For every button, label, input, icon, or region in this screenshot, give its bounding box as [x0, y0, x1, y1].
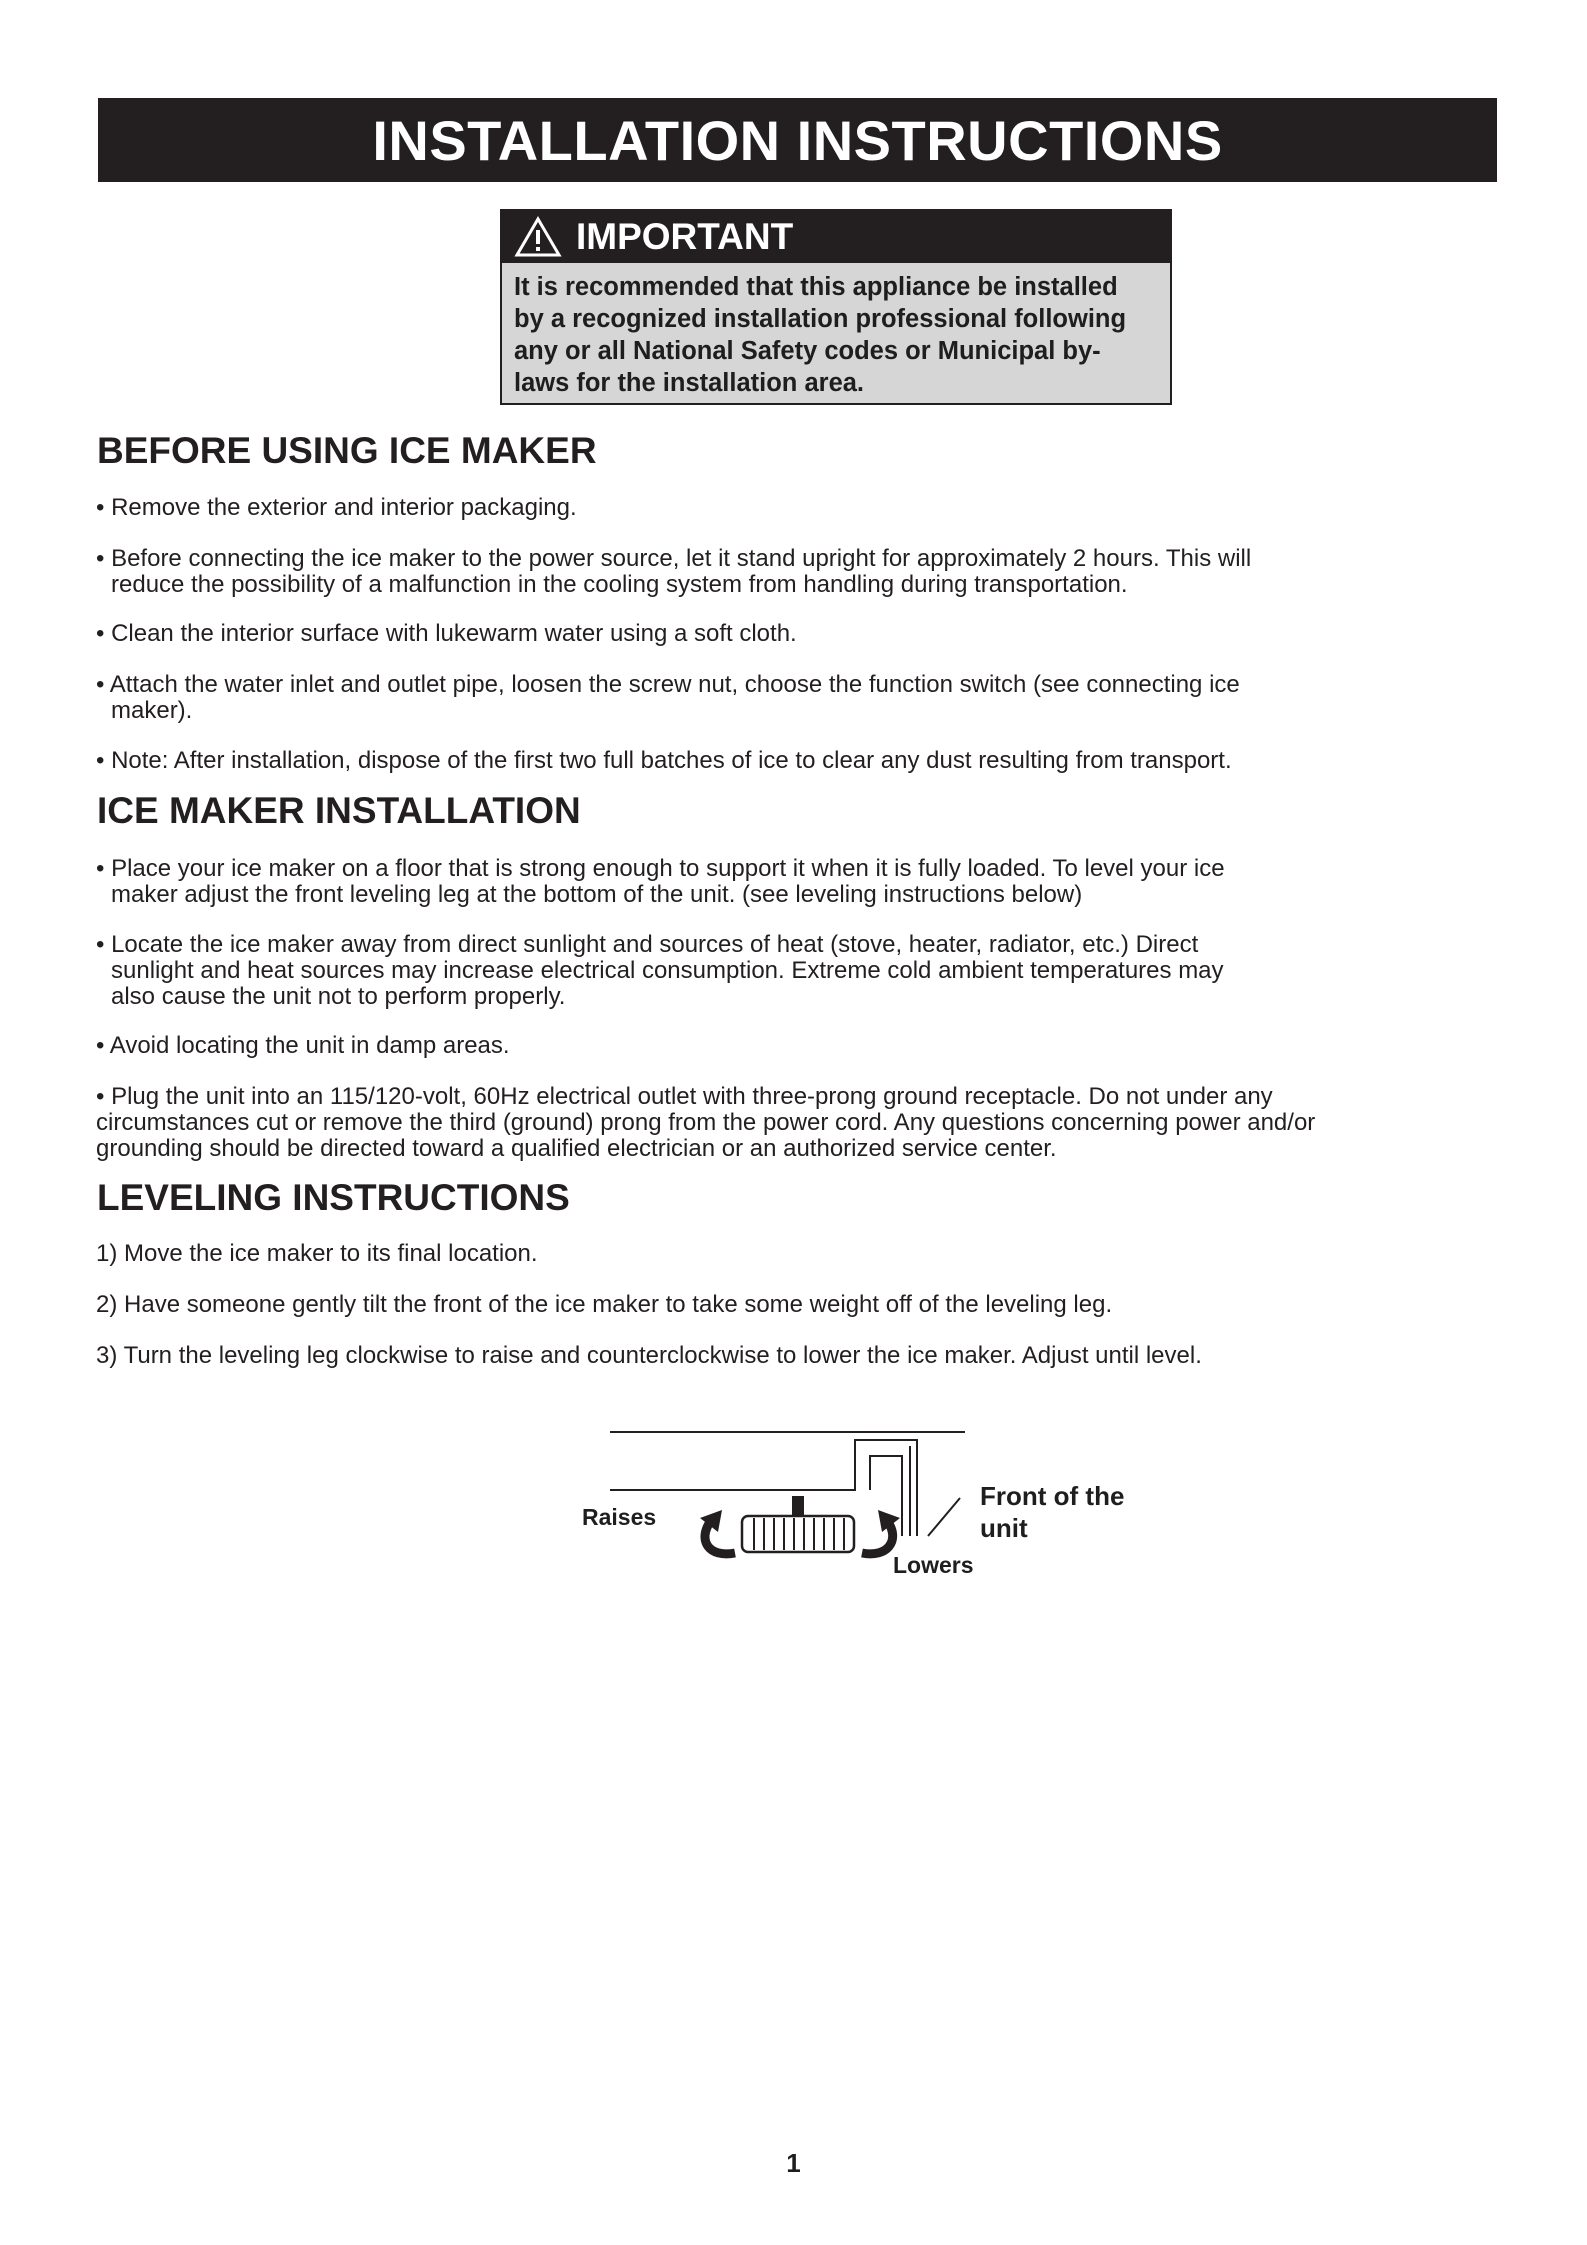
list-item: [96, 495, 1496, 521]
important-line: by a recognized installation professional following: [514, 305, 1127, 333]
lowers-label: Lowers: [893, 1552, 974, 1578]
list-item-text: • Remove the exterior and interior packaging.: [96, 494, 577, 521]
list-item: [96, 856, 1496, 908]
section-title-installation: ICE MAKER INSTALLATION: [97, 790, 581, 831]
raises-label: Raises: [582, 1504, 657, 1530]
list-item-text: • Plug the unit into an 115/120-volt, 60Hz electrical outlet with three-prong ground receptacle. Do not under any: [96, 1083, 1273, 1110]
list-item-text: reduce the possibility of a malfunction in the cooling system from handling during transportation.: [111, 571, 1128, 598]
list-item: [96, 932, 1496, 1010]
list-item: [96, 672, 1496, 724]
important-header: [502, 211, 1170, 263]
list-item-text: • Locate the ice maker away from direct sunlight and sources of heat (stove, heater, radiator, etc.) Direct: [96, 931, 1199, 958]
step-item: 3) Turn the leveling leg clockwise to raise and counterclockwise to lower the ice maker. Adjust until level.: [96, 1342, 1202, 1369]
list-item: [96, 546, 1496, 598]
list-item-text: also cause the unit not to perform properly.: [111, 983, 566, 1010]
list-item-text: maker adjust the front leveling leg at the bottom of the unit. (see leveling instructions below): [111, 881, 1083, 908]
page-number: 1: [786, 2148, 801, 2178]
page-title: INSTALLATION INSTRUCTIONS: [98, 98, 1497, 182]
list-item-text: circumstances cut or remove the third (ground) prong from the power cord. Any questions concerning power and/or: [96, 1109, 1316, 1136]
list-item: [96, 621, 1496, 647]
list-item-text: • Attach the water inlet and outlet pipe, loosen the screw nut, choose the function switch (see connecting ice: [96, 671, 1240, 698]
list-item-text: • Before connecting the ice maker to the power source, let it stand upright for approximately 2 hours. This will: [96, 545, 1252, 572]
important-heading: IMPORTANT: [576, 216, 794, 257]
warning-icon: [514, 216, 562, 258]
list-item-text: • Note: After installation, dispose of the first two full batches of ice to clear any dust resulting from transport.: [96, 747, 1232, 774]
front-label-line: unit: [980, 1513, 1028, 1543]
list-item-text: • Clean the interior surface with lukewarm water using a soft cloth.: [96, 620, 797, 647]
important-text: [502, 263, 1170, 399]
list-item-text: • Place your ice maker on a floor that is strong enough to support it when it is fully loaded. To level your ice: [96, 855, 1225, 882]
section-title-leveling: LEVELING INSTRUCTIONS: [97, 1177, 570, 1218]
list-item: [96, 1084, 1496, 1162]
list-item-text: • Avoid locating the unit in damp areas.: [96, 1032, 510, 1059]
front-of-unit-label: [980, 1480, 1124, 1544]
list-item-text: sunlight and heat sources may increase electrical consumption. Extreme cold ambient temperatures may: [111, 957, 1224, 984]
important-line: any or all National Safety codes or Municipal by-: [514, 337, 1101, 365]
list-item-text: grounding should be directed toward a qualified electrician or an authorized service center.: [96, 1135, 1057, 1162]
important-notice: [500, 209, 1172, 405]
important-line: laws for the installation area.: [514, 369, 865, 397]
section-title-before-using: BEFORE USING ICE MAKER: [97, 430, 597, 471]
list-item: [96, 1033, 1496, 1059]
list-item: [96, 748, 1496, 774]
step-item: 1) Move the ice maker to its final location.: [96, 1240, 538, 1267]
list-item-text: maker).: [111, 697, 193, 724]
front-label-line: Front of the: [980, 1481, 1125, 1511]
important-line: It is recommended that this appliance be installed: [514, 273, 1118, 301]
leveling-diagram: [570, 1418, 1150, 1598]
step-item: 2) Have someone gently tilt the front of the ice maker to take some weight off of the leveling leg.: [96, 1291, 1113, 1318]
